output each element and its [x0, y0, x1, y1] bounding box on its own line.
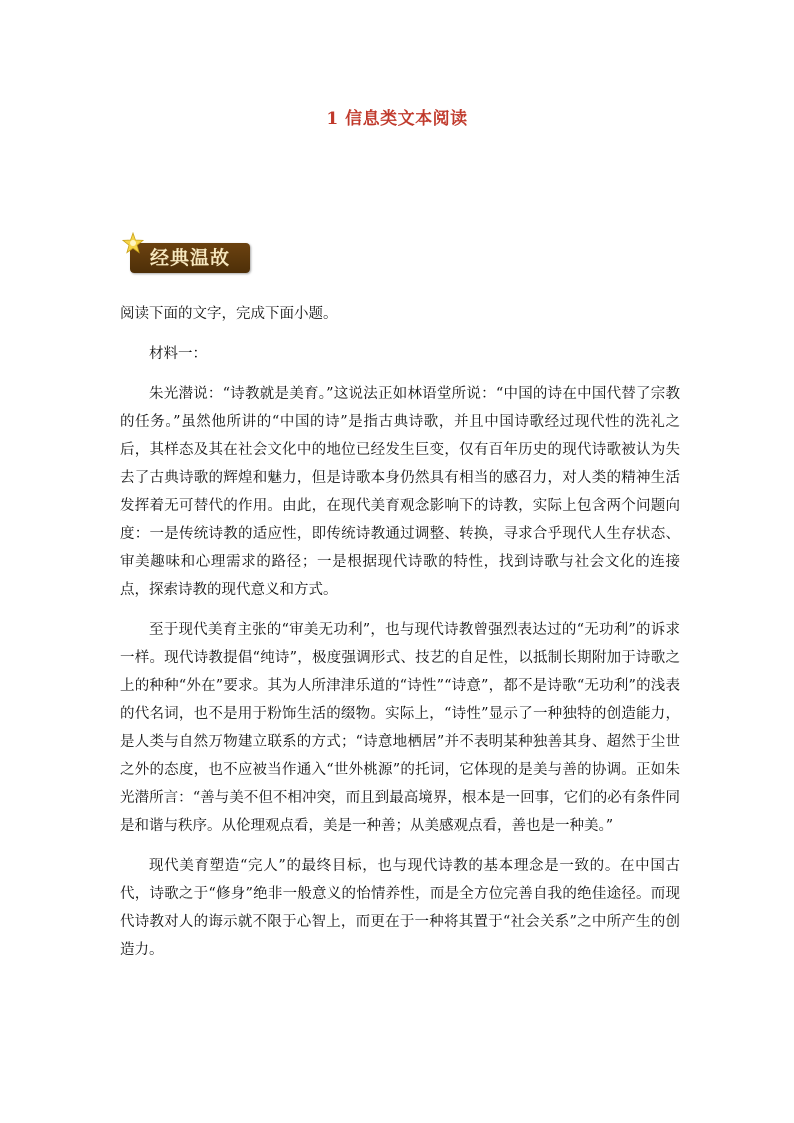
material-label: 材料一： [149, 346, 207, 362]
instruction-text: 阅读下面的文字，完成下面小题。 [120, 306, 338, 322]
section-badge-plate [130, 243, 250, 273]
page-title: 1 信息类文本阅读 [326, 109, 468, 129]
paragraph-1: 朱光潜说：“诗教就是美育。”这说法正如林语堂所说：“中国的诗在中国代替了宗教的任务。”虽然他所讲的“中国的诗”是指古典诗歌，并且中国诗歌经过现代性的洗礼之后，其样态及其在社会文化中的地位已经发生巨变，仅有百年历史的现代诗歌被认为失去了古典诗歌的辉煌和魅力，但是诗歌本身仍然具有相当的感召力，对人类的精神生活发挥着无可替代的作用。由此，在现代美育观念影响下的诗教，实际上包含两个问题向度：一是传统诗教的适应性，即传统诗教通过调整、转换，寻求合乎现代人生存状态、审美趣味和心理需求的路径；一是根据现代诗歌的特性，找到诗歌与社会文化的连接点，探索诗教的现代意义和方式。 [120, 386, 680, 598]
star-icon [122, 232, 144, 254]
paragraph-2: 至于现代美育主张的“审美无功利”，也与现代诗教曾强烈表达过的“无功利”的诉求一样。现代诗教提倡“纯诗”，极度强调形式、技艺的自足性，以抵制长期附加于诗歌之上的种种“外在”要求。其为人所津津乐道的“诗性”“诗意”，都不是诗歌“无功利”的浅表的代名词，也不是用于粉饰生活的缀物。实际上，“诗性”显示了一种独特的创造能力，是人类与自然万物建立联系的方式；“诗意地栖居”并不表明某种独善其身、超然于尘世之外的态度，也不应被当作通入“世外桃源”的托词，它体现的是美与善的协调。正如朱光潜所言：“善与美不但不相冲突，而且到最高境界，根本是一回事，它们的必有条件同是和谐与秩序。从伦理观点看，美是一种善；从美感观点看，善也是一种美。” [120, 622, 680, 834]
section-badge-label: 经典温故 [149, 247, 230, 269]
reading-content [120, 300, 680, 976]
section-badge [122, 232, 254, 276]
paragraph-3: 现代美育塑造“完人”的最终目标，也与现代诗教的基本理念是一致的。在中国古代，诗歌之于“修身”绝非一般意义的怡情养性，而是全方位完善自我的绝佳途径。而现代诗教对人的诲示就不限于心智上，而更在于一种将其置于“社会关系”之中所产生的创造力。 [120, 858, 680, 958]
